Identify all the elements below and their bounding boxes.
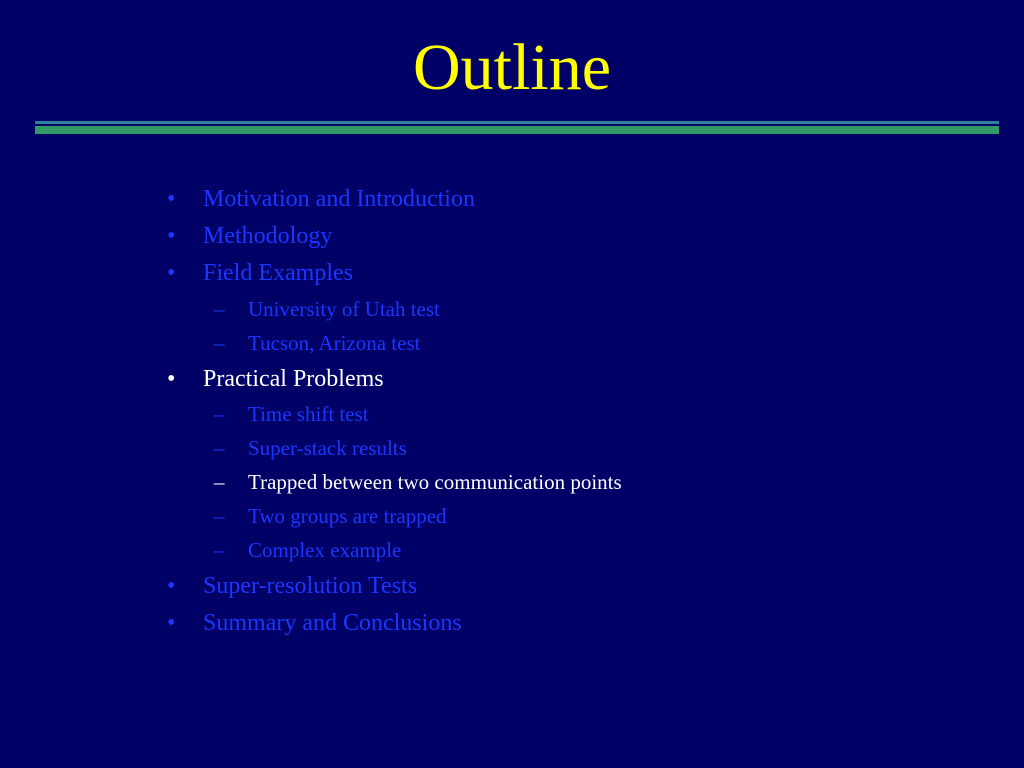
slide-title: Outline <box>413 31 611 104</box>
outline-subitem-utah <box>214 296 440 322</box>
dash-marker: – <box>214 504 225 528</box>
outline-item-label: Tucson, Arizona test <box>248 331 421 355</box>
outline-item-label: Methodology <box>203 223 333 249</box>
bullet-marker: • <box>167 260 176 286</box>
dash-marker: – <box>214 538 225 562</box>
outline-subitem-two-groups <box>214 503 447 529</box>
outline-subitem-time-shift <box>214 401 369 427</box>
outline-item-practical-problems <box>167 364 384 394</box>
bullet-marker: • <box>167 366 176 392</box>
outline-item-label: Complex example <box>248 538 402 562</box>
outline-subitem-complex-example <box>214 537 402 563</box>
outline-item-label: Motivation and Introduction <box>203 186 475 212</box>
outline-item-super-resolution <box>167 571 418 601</box>
outline-subitem-super-stack <box>214 435 407 461</box>
dash-marker: – <box>214 402 225 426</box>
dash-marker: – <box>214 436 225 460</box>
outline-item-methodology <box>167 221 333 251</box>
outline-subitem-tucson <box>214 330 421 356</box>
outline-item-label: University of Utah test <box>248 297 440 321</box>
outline-item-motivation <box>167 184 475 214</box>
bullet-marker: • <box>167 573 176 599</box>
bullet-marker: • <box>167 610 176 636</box>
outline-subitem-trapped-two-points <box>214 469 622 495</box>
dash-marker: – <box>214 297 225 321</box>
bullet-marker: • <box>167 186 176 212</box>
outline-item-label: Practical Problems <box>203 366 384 392</box>
outline-item-label: Super-resolution Tests <box>203 573 418 599</box>
outline-item-label: Two groups are trapped <box>248 504 447 528</box>
dash-marker: – <box>214 470 225 494</box>
outline-item-label: Summary and Conclusions <box>203 610 462 636</box>
bullet-marker: • <box>167 223 176 249</box>
outline-item-label: Super-stack results <box>248 436 407 460</box>
outline-item-label: Trapped between two communication points <box>248 470 622 494</box>
outline-item-summary <box>167 608 462 638</box>
outline-item-label: Field Examples <box>203 260 353 286</box>
dash-marker: – <box>214 331 225 355</box>
outline-item-field-examples <box>167 258 353 288</box>
outline-item-label: Time shift test <box>248 402 369 426</box>
